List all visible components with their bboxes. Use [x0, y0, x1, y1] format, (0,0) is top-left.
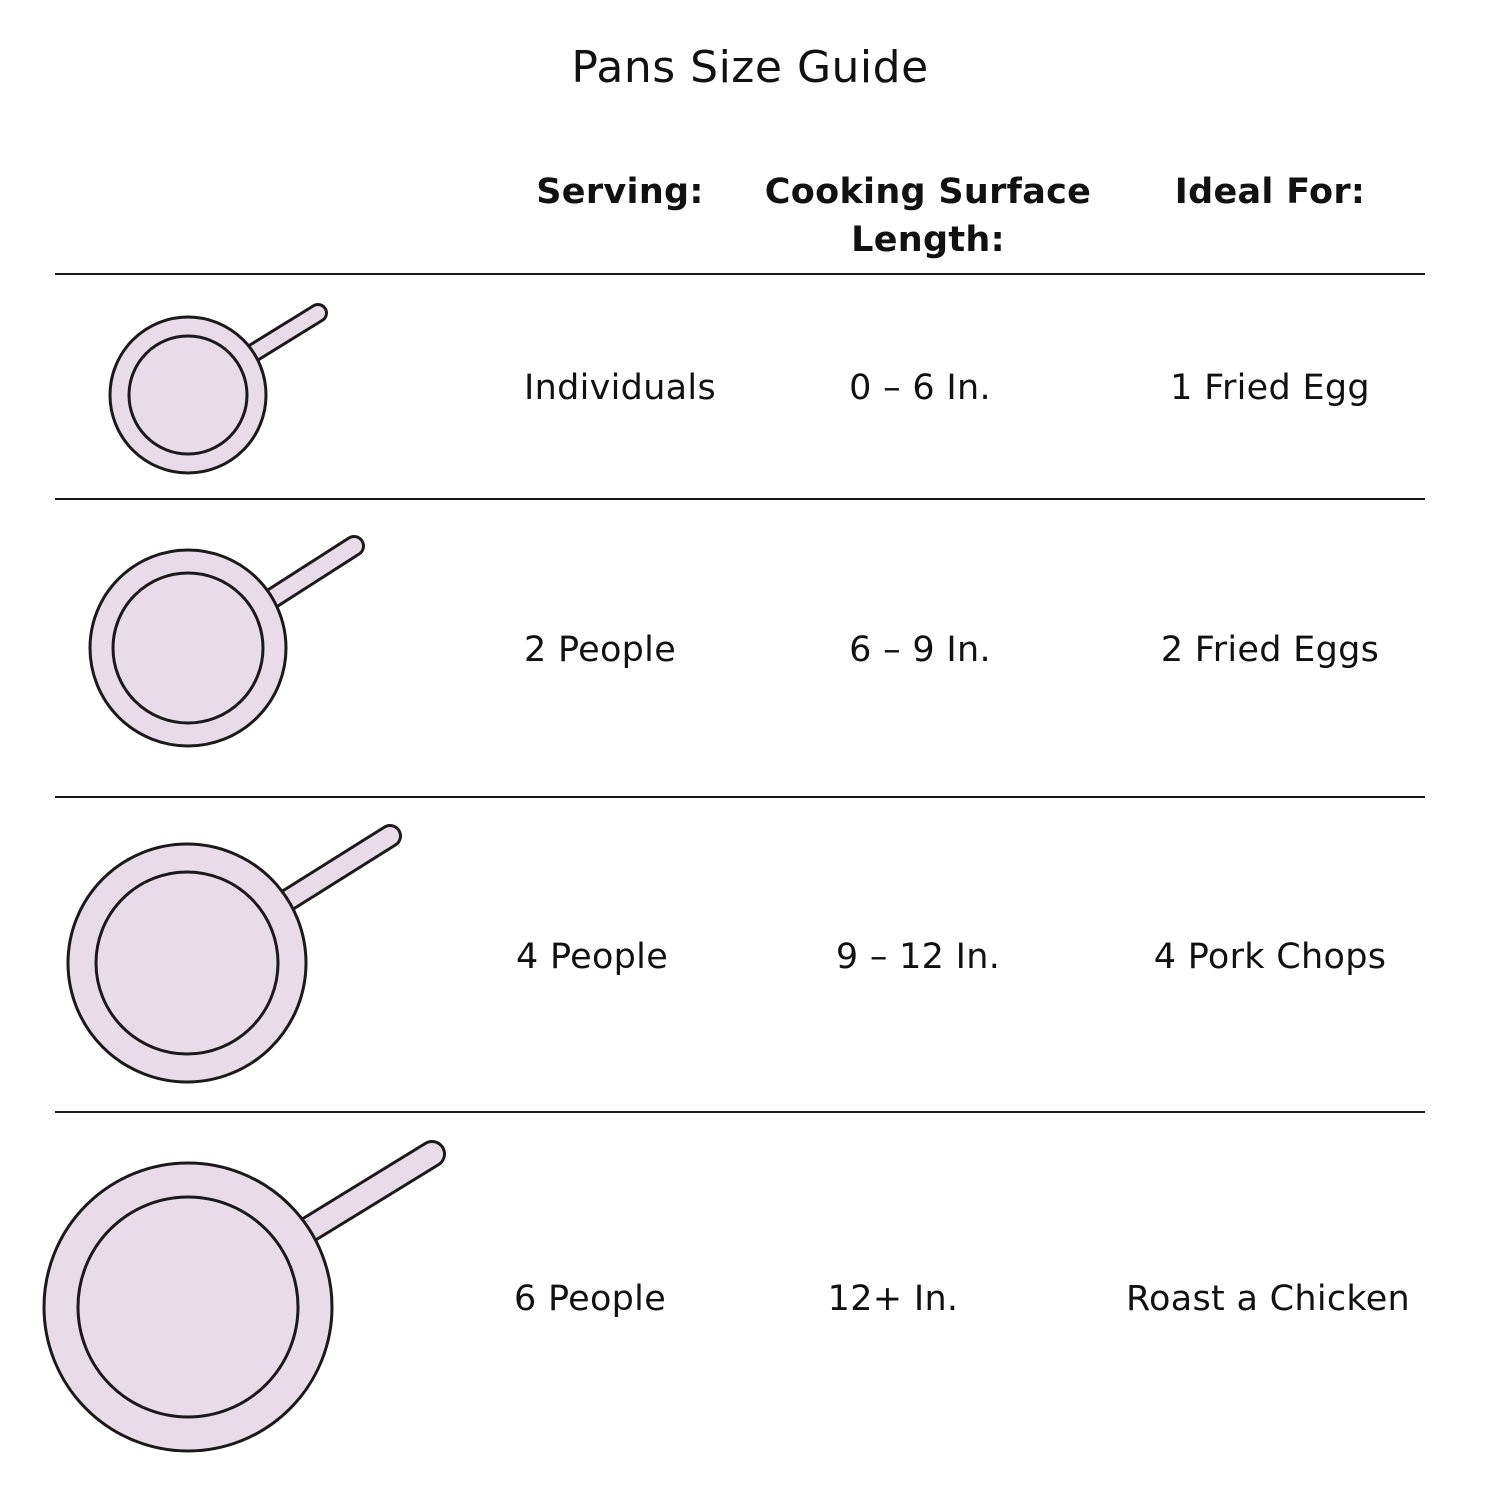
row-1-surface: 0 – 6 In.	[849, 368, 991, 408]
row-4-surface: 12+ In.	[827, 1279, 959, 1319]
row-1-ideal: 1 Fried Egg	[1170, 368, 1370, 408]
row-2-ideal: 2 Fried Eggs	[1160, 630, 1380, 670]
row-3-surface: 9 – 12 In.	[835, 937, 1001, 977]
medium-pan-icon	[90, 546, 354, 746]
small-pan-icon	[110, 313, 318, 473]
row-4-serving: 6 People	[513, 1279, 667, 1319]
row-3-ideal: 4 Pork Chops	[1153, 937, 1387, 977]
large-pan-icon	[68, 836, 390, 1082]
extra-large-pan-icon	[44, 1154, 432, 1451]
row-2-surface: 6 – 9 In.	[849, 630, 991, 670]
row-4-ideal: Roast a Chicken	[1125, 1279, 1411, 1319]
page-title: Pans Size Guide	[571, 42, 929, 93]
header-cooking-surface-line1: Cooking Surface	[764, 172, 1092, 212]
row-1-serving: Individuals	[524, 368, 716, 408]
header-serving: Serving:	[536, 172, 704, 212]
row-2-serving: 2 People	[523, 630, 677, 670]
header-ideal-for: Ideal For:	[1174, 172, 1366, 212]
row-3-serving: 4 People	[515, 937, 669, 977]
header-cooking-surface-line2: Length:	[851, 220, 1005, 260]
